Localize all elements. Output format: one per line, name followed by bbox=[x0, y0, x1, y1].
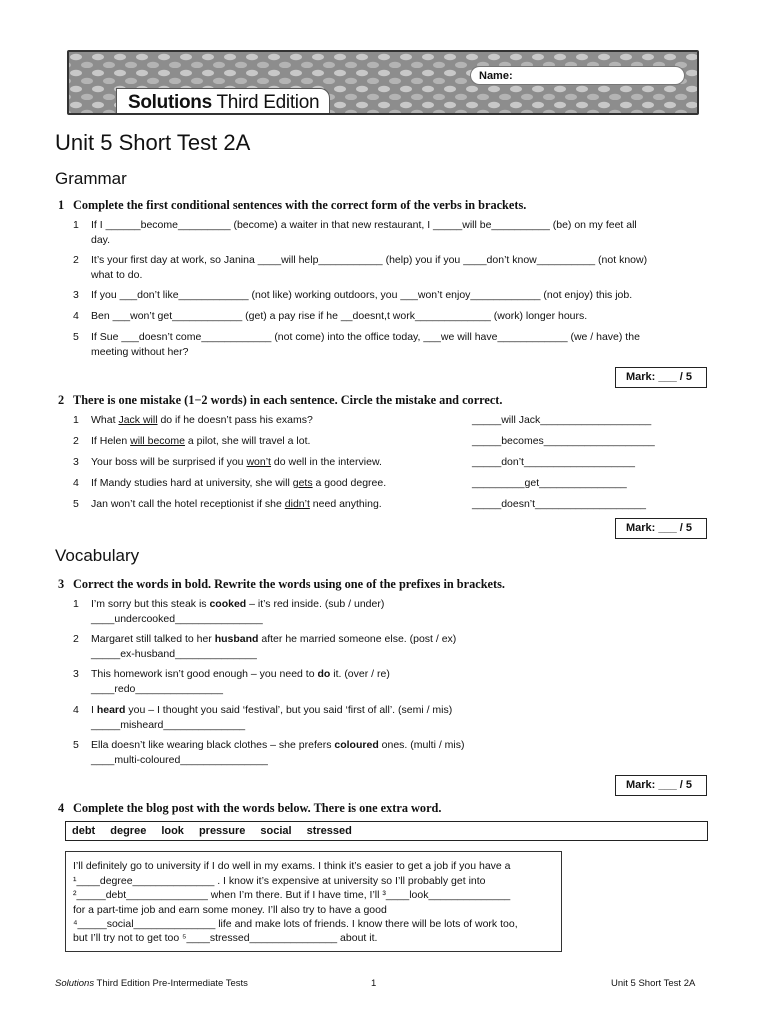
word-bank-item: look bbox=[161, 825, 184, 837]
word-bank bbox=[65, 821, 708, 841]
brand-logo: Solutions Third Edition bbox=[128, 92, 320, 113]
header-banner bbox=[67, 50, 699, 115]
q2-answer: _____becomes___________________ bbox=[472, 435, 655, 447]
page-title: Unit 5 Short Test 2A bbox=[55, 130, 251, 155]
q1-mark-box: Mark: ___ / 5 bbox=[615, 367, 707, 388]
blog-line: ⁴_____social______________ life and make lots of friends. I know there will be lots of work too, bbox=[73, 918, 518, 930]
section-heading-grammar: Grammar bbox=[55, 169, 127, 188]
q2-answer: _____don’t___________________ bbox=[472, 456, 635, 468]
q2-answer: _____will Jack___________________ bbox=[472, 414, 652, 426]
question-4-instruction: 4 Complete the blog post with the words below. There is one extra word. bbox=[58, 801, 442, 815]
word-bank-item: degree bbox=[110, 825, 147, 837]
name-field[interactable] bbox=[470, 66, 685, 85]
q2-mark-box: Mark: ___ / 5 bbox=[615, 518, 707, 539]
word-bank-item: stressed bbox=[306, 825, 352, 837]
footer-left: Solutions Third Edition Pre-Intermediate Tests bbox=[55, 978, 248, 989]
blog-line: I’ll definitely go to university if I do well in my exams. I think it’s easier to get a job if you have a bbox=[73, 860, 511, 872]
word-bank-item: debt bbox=[72, 825, 96, 837]
question-1-instruction: 1 Complete the first conditional sentences with the correct form of the verbs in brackets. bbox=[58, 198, 527, 212]
blog-line: ²_____debt______________ when I’m there. But if I have time, I’ll ³____look______________ bbox=[73, 889, 511, 901]
footer-page-number: 1 bbox=[371, 978, 377, 989]
question-3-instruction: 3 Correct the words in bold. Rewrite the words using one of the prefixes in brackets. bbox=[58, 577, 505, 591]
q3-mark-box: Mark: ___ / 5 bbox=[615, 775, 707, 796]
brand-tab bbox=[116, 88, 330, 115]
footer-right: Unit 5 Short Test 2A bbox=[611, 978, 696, 989]
blog-line: for a part-time job and earn some money. I’ll also try to have a good bbox=[73, 904, 387, 916]
q2-answer: _____doesn’t___________________ bbox=[472, 498, 647, 510]
blog-line: ¹____degree______________ . I know it’s expensive at university so I’ll probably get into bbox=[73, 875, 486, 887]
blog-line: but I’ll try not to get too ⁵____stressed_______________ about it. bbox=[73, 932, 378, 944]
word-bank-item: social bbox=[260, 825, 292, 837]
q2-answer: _________get_______________ bbox=[472, 477, 627, 489]
section-heading-vocabulary: Vocabulary bbox=[55, 546, 140, 565]
word-bank-item: pressure bbox=[198, 825, 246, 837]
name-label: Name: bbox=[479, 70, 513, 82]
question-2-instruction: 2 There is one mistake (1−2 words) in each sentence. Circle the mistake and correct. bbox=[58, 393, 503, 407]
